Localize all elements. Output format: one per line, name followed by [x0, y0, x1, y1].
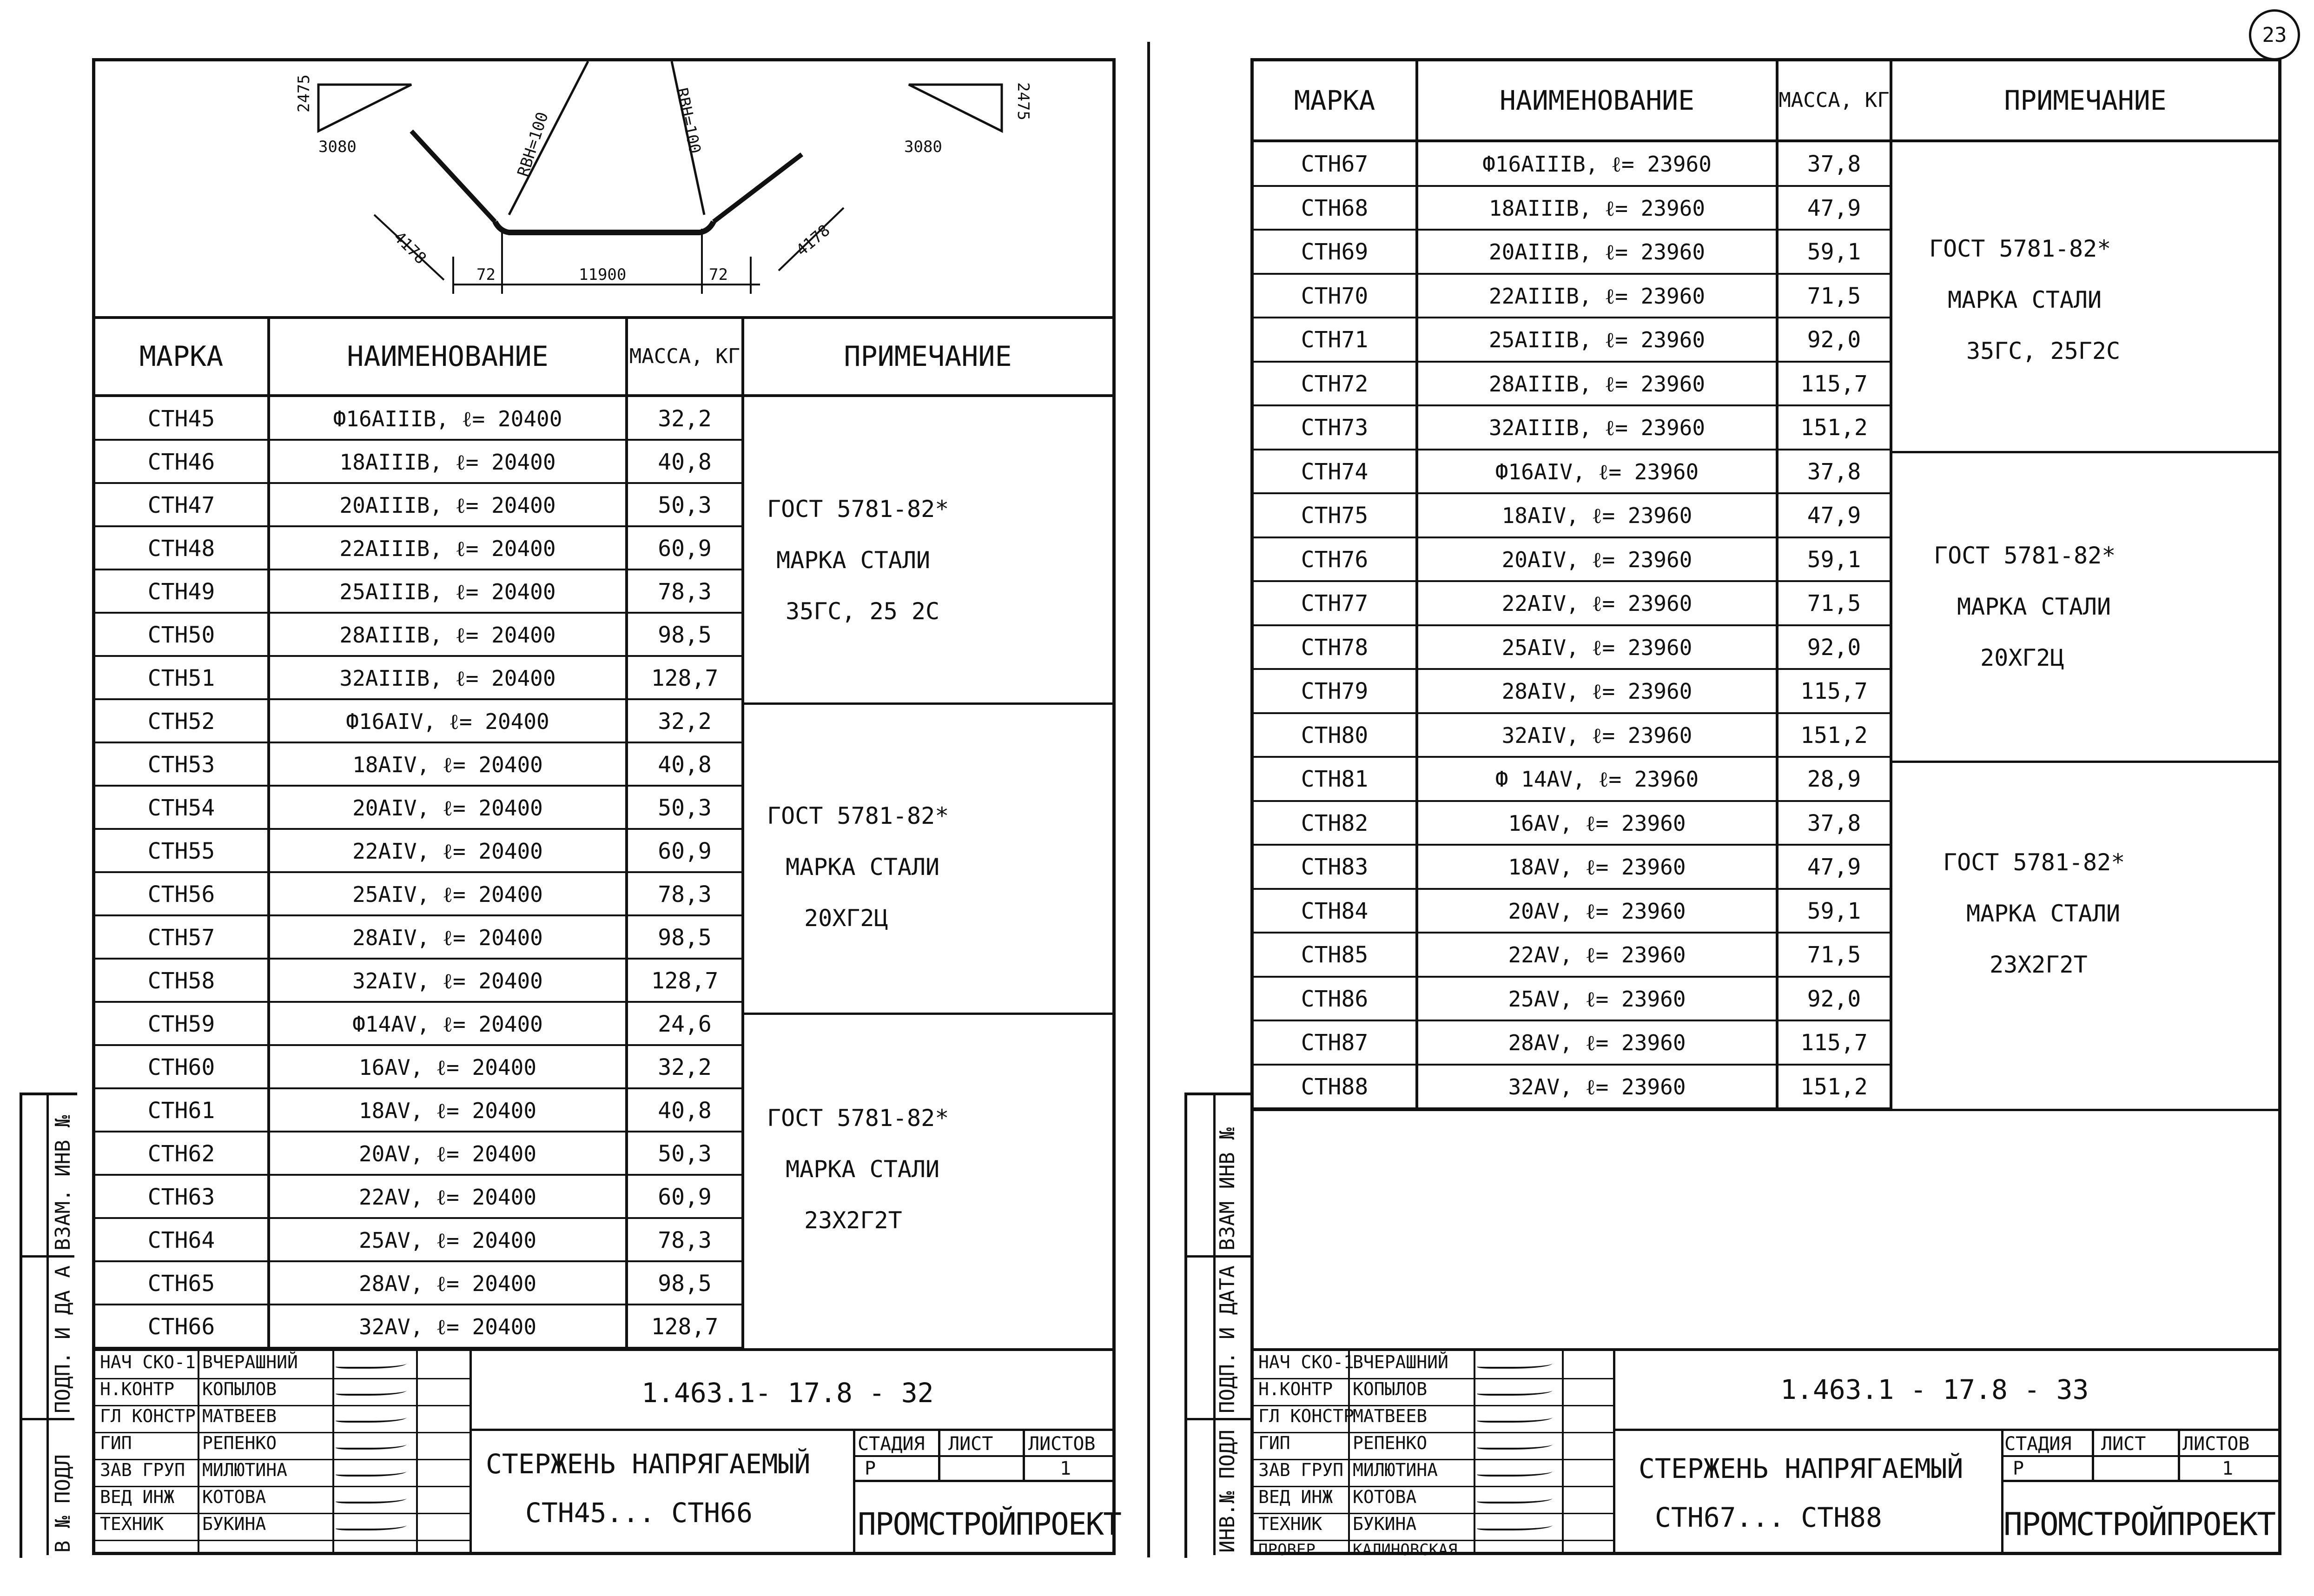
dim-4178-right: 4178	[793, 221, 834, 260]
right-row-name: 16АV, ℓ= 23960	[1508, 810, 1686, 836]
right-row-mass: 115,7	[1800, 1030, 1868, 1056]
right-stamp-role: ЗАВ ГРУП	[1258, 1460, 1344, 1480]
left-note-2-gost: ГОСТ 5781-82*	[767, 802, 949, 829]
left-row-mass: 40,8	[658, 751, 712, 778]
right-stage: Р	[2013, 1458, 2024, 1479]
right-note-3-steel: 23Х2Г2Т	[1990, 951, 2088, 978]
left-stamp-role: ЗАВ ГРУП	[100, 1460, 185, 1480]
left-row-name: 32АIIIВ, ℓ= 20400	[339, 665, 556, 691]
left-row-mass: 60,9	[658, 535, 712, 562]
right-row-mark: СТН86	[1301, 986, 1369, 1012]
right-row-mark: СТН67	[1301, 151, 1369, 178]
left-header-name: НАИМЕНОВАНИЕ	[347, 340, 549, 373]
left-stamp-name: БУКИНА	[202, 1514, 266, 1534]
right-row-mass: 92,0	[1807, 986, 1861, 1012]
right-stamp-h-stage	[2001, 1455, 2281, 1457]
page-number: 23	[2262, 23, 2287, 47]
left-row-mass: 60,9	[658, 838, 712, 864]
right-row-mark: СТН77	[1301, 590, 1369, 617]
left-row-mass: 32,2	[658, 708, 712, 735]
left-row-mark: СТН45	[147, 405, 215, 432]
left-row-name: 25АV, ℓ= 20400	[358, 1227, 537, 1253]
right-row-mass: 71,5	[1807, 590, 1861, 617]
dim-4178-left: 4178	[390, 228, 430, 268]
left-row-mark: СТН46	[147, 449, 215, 475]
left-note-1-label: МАРКА СТАЛИ	[776, 547, 931, 574]
right-row-mark: СТН87	[1301, 1030, 1369, 1056]
right-row-name: 22АIIIВ, ℓ= 23960	[1488, 283, 1706, 309]
right-stamp-v4	[1613, 1348, 1615, 1555]
right-row-mass: 59,1	[1807, 239, 1861, 265]
left-stamp-name: КОТОВА	[202, 1487, 266, 1507]
left-sheets-label: ЛИСТОВ	[1028, 1433, 1096, 1455]
dim-72-left-b: 72	[709, 265, 728, 284]
right-row-mark: СТН78	[1301, 634, 1369, 661]
left-note-3	[767, 1093, 1046, 1246]
left-row-mark: СТН49	[147, 578, 215, 605]
dim-3080-left: 3080	[318, 138, 357, 156]
right-org: ПРОМСТРОЙПРОЕКТ	[2003, 1506, 2275, 1543]
left-stage-label: СТАДИЯ	[858, 1433, 925, 1455]
right-sheets-label: ЛИСТОВ	[2182, 1433, 2250, 1455]
left-sidebar-sign: ПОДП. И ДА А	[51, 1265, 75, 1413]
left-org: ПРОМСТРОЙПРОЕКТ	[858, 1506, 1121, 1542]
dim-11900-left: 11900	[579, 265, 627, 284]
left-row-mass: 128,7	[651, 1313, 719, 1340]
right-row-name: 25АIIIВ, ℓ= 23960	[1488, 327, 1706, 353]
right-row-name: 18АIIIВ, ℓ= 23960	[1488, 195, 1706, 221]
left-row-name: 22АIV, ℓ= 20400	[352, 838, 543, 864]
left-row-mark: СТН58	[147, 967, 215, 994]
right-stamp-row-line	[1254, 1432, 1613, 1433]
right-row-mass: 71,5	[1807, 942, 1861, 968]
right-row-mass: 151,2	[1800, 722, 1868, 748]
left-row-mark: СТН51	[147, 665, 215, 691]
fold-line	[1147, 42, 1150, 1557]
right-stamp-name: БУКИНА	[1353, 1514, 1417, 1534]
right-sidebar-h2	[1184, 1418, 1250, 1420]
left-row-mass: 98,5	[658, 1270, 712, 1297]
left-stamp-name: КОПЫЛОВ	[202, 1379, 277, 1399]
left-row-name: 22АIIIВ, ℓ= 20400	[339, 536, 556, 561]
right-row-mass: 28,9	[1807, 766, 1861, 793]
left-row-mark: СТН65	[147, 1270, 215, 1297]
right-row-name: 28АIIIВ, ℓ= 23960	[1488, 371, 1706, 397]
left-row-mark: СТН60	[147, 1054, 215, 1080]
right-note-2-gost: ГОСТ 5781-82*	[1934, 542, 2116, 569]
left-row-mass: 60,9	[658, 1184, 712, 1210]
left-sheet-label: ЛИСТ	[948, 1433, 993, 1455]
left-row-mass: 50,3	[658, 1140, 712, 1167]
left-note-sep-1	[741, 702, 1116, 705]
right-note-3-label: МАРКА СТАЛИ	[1966, 900, 2121, 927]
right-note-1-label: МАРКА СТАЛИ	[1948, 286, 2102, 313]
left-row-mark: СТН56	[147, 881, 215, 907]
right-note-3	[1943, 837, 2222, 990]
right-header-note: ПРИМЕЧАНИЕ	[2004, 85, 2167, 116]
right-row-name: 32АV, ℓ= 23960	[1508, 1074, 1686, 1099]
right-row-mass: 37,8	[1807, 458, 1861, 485]
left-doc-code: 1.463.1- 17.8 - 32	[641, 1377, 934, 1409]
left-row-mark: СТН52	[147, 708, 215, 735]
left-stamp-row-line	[95, 1432, 469, 1433]
left-note-sep-2	[741, 1013, 1116, 1015]
right-row-mass: 151,2	[1800, 415, 1868, 441]
right-stage-label: СТАДИЯ	[2004, 1433, 2072, 1455]
right-row-mark: СТН75	[1301, 503, 1369, 529]
right-row-name: 28АV, ℓ= 23960	[1508, 1030, 1686, 1056]
left-row-mass: 98,5	[658, 924, 712, 951]
right-row-name: 22АV, ℓ= 23960	[1508, 942, 1686, 968]
left-stamp-row-line	[95, 1540, 469, 1541]
right-row-mass: 92,0	[1807, 634, 1861, 661]
right-table-end	[1250, 1109, 2281, 1111]
right-stamp-role: ГИП	[1258, 1433, 1290, 1453]
left-row-name: 28АIIIВ, ℓ= 20400	[339, 622, 556, 648]
right-row-mark: СТН79	[1301, 678, 1369, 705]
left-row-mass: 78,3	[658, 578, 712, 605]
right-sheets: 1	[2222, 1458, 2234, 1479]
left-row-name: 32АV, ℓ= 20400	[358, 1314, 537, 1339]
right-stamp-v6	[2092, 1429, 2094, 1480]
right-row-name: Ф16АIV, ℓ= 23960	[1495, 459, 1699, 484]
bar-bend-diagram	[95, 61, 1112, 316]
left-row-name: 18АV, ℓ= 20400	[358, 1098, 537, 1123]
right-stamp-name: МИЛЮТИНА	[1353, 1460, 1438, 1480]
left-note-2-steel: 20ХГ2Ц	[804, 905, 888, 932]
right-note-sep-1	[1890, 451, 2281, 453]
left-sheets: 1	[1060, 1458, 1071, 1479]
left-row-name: Ф16АIIIВ, ℓ= 20400	[333, 406, 562, 431]
right-stamp-role-extra: ПРОВЕР	[1258, 1541, 1316, 1559]
left-stamp-name: МАТВЕЕВ	[202, 1406, 277, 1426]
left-title-1: СТЕРЖЕНЬ НАПРЯГАЕМЫЙ	[486, 1448, 811, 1480]
left-row-mark: СТН53	[147, 751, 215, 778]
right-stamp-role: ТЕХНИК	[1258, 1514, 1322, 1534]
right-row-name: Ф16АIIIВ, ℓ= 23960	[1482, 152, 1712, 177]
right-note-2	[1934, 530, 2213, 683]
right-row-mark: СТН76	[1301, 546, 1369, 573]
right-row-mass: 59,1	[1807, 898, 1861, 924]
right-row-mass: 59,1	[1807, 546, 1861, 573]
left-row-name: 20АV, ℓ= 20400	[358, 1141, 537, 1166]
right-stamp-name: ВЧЕРАШНИЙ	[1353, 1352, 1448, 1372]
right-note-2-steel: 20ХГ2Ц	[1980, 644, 2064, 671]
left-stamp-v6	[938, 1429, 940, 1480]
right-sidebar-orig: ИНВ.№ ПОДЛ	[1216, 1430, 1239, 1553]
right-row-mass: 71,5	[1807, 283, 1861, 309]
right-stamp-role: ГЛ КОНСТР	[1258, 1406, 1354, 1426]
right-row-mark: СТН72	[1301, 371, 1369, 397]
left-title-2: СТН45... СТН66	[525, 1497, 753, 1529]
left-row-name: 25АIV, ℓ= 20400	[352, 881, 543, 907]
left-stamp-v7	[1023, 1429, 1025, 1480]
right-row-mass: 115,7	[1800, 678, 1868, 705]
left-row-mark: СТН66	[147, 1313, 215, 1340]
left-note-1-steel: 35ГС, 25 2С	[786, 598, 940, 625]
right-note-1	[1929, 223, 2208, 377]
left-row-mark: СТН54	[147, 795, 215, 821]
left-note-3-steel: 23Х2Г2Т	[804, 1207, 902, 1234]
right-row-mass: 92,0	[1807, 327, 1861, 353]
right-row-mark: СТН71	[1301, 327, 1369, 353]
left-stamp-name: МИЛЮТИНА	[202, 1460, 288, 1480]
right-header-name: НАИМЕНОВАНИЕ	[1499, 85, 1695, 116]
right-stamp-name: РЕПЕНКО	[1353, 1433, 1428, 1453]
right-row-mark: СТН84	[1301, 898, 1369, 924]
left-col-3	[741, 316, 744, 1348]
right-row-mark: СТН81	[1301, 766, 1369, 793]
left-note-3-gost: ГОСТ 5781-82*	[767, 1105, 949, 1132]
right-note-3-gost: ГОСТ 5781-82*	[1943, 849, 2125, 876]
left-row-mark: СТН61	[147, 1097, 215, 1124]
left-stamp-role: ГЛ КОНСТР	[100, 1406, 196, 1426]
right-row-name: 22АIV, ℓ= 23960	[1501, 591, 1693, 616]
right-title-2: СТН67... СТН88	[1655, 1502, 1882, 1533]
right-header-mass: МАССА, КГ	[1778, 88, 1890, 112]
left-row-name: 20АIIIВ, ℓ= 20400	[339, 492, 556, 518]
right-sheet-label: ЛИСТ	[2101, 1433, 2146, 1455]
left-stamp-h-stage	[853, 1455, 1116, 1457]
left-row-name: 18АIIIВ, ℓ= 20400	[339, 449, 556, 475]
left-row-mass: 32,2	[658, 1054, 712, 1080]
right-stamp-name: КОПЫЛОВ	[1353, 1379, 1428, 1399]
left-stamp-top	[92, 1348, 1116, 1351]
left-row-mass: 128,7	[651, 967, 719, 994]
dim-3080-right: 3080	[904, 138, 942, 156]
right-title-1: СТЕРЖЕНЬ НАПРЯГАЕМЫЙ	[1639, 1453, 1964, 1484]
right-stamp-v7	[2178, 1429, 2180, 1480]
dim-rvn-right: RВН=100	[672, 86, 705, 156]
right-stamp-top	[1250, 1348, 2281, 1351]
right-row-name: 28АIV, ℓ= 23960	[1501, 679, 1693, 704]
left-stamp-name: РЕПЕНКО	[202, 1433, 277, 1453]
left-stamp-role: ВЕД ИНЖ	[100, 1487, 175, 1507]
right-row-mark: СТН88	[1301, 1073, 1369, 1100]
right-row-mark: СТН85	[1301, 942, 1369, 968]
left-row-name: 28АV, ℓ= 20400	[358, 1271, 537, 1296]
dim-2475-left: 2475	[295, 74, 313, 113]
left-sidebar-h1	[20, 1255, 74, 1258]
right-row-name: 20АV, ℓ= 23960	[1508, 898, 1686, 924]
right-row-name: 32АIV, ℓ= 23960	[1501, 722, 1693, 748]
right-stamp-role: Н.КОНТР	[1258, 1379, 1333, 1399]
left-row-mass: 40,8	[658, 1097, 712, 1124]
left-row-name: 32АIV, ℓ= 20400	[352, 968, 543, 993]
left-row-mark: СТН48	[147, 535, 215, 562]
right-row-name: 20АIV, ℓ= 23960	[1501, 547, 1693, 572]
left-row-name: 20АIV, ℓ= 20400	[352, 795, 543, 821]
left-stamp-role: НАЧ СКО-1	[100, 1352, 196, 1372]
right-note-1-steel: 35ГС, 25Г2С	[1966, 338, 2121, 364]
left-note-1	[767, 483, 999, 637]
right-stamp-mid	[1613, 1429, 2281, 1431]
left-note-2	[767, 790, 1046, 944]
left-row-name: 16АV, ℓ= 20400	[358, 1054, 537, 1080]
left-row-mass: 128,7	[651, 665, 719, 691]
right-col-3	[1890, 58, 1892, 1109]
left-sidebar-orig: В № ПОДЛ	[51, 1454, 75, 1553]
right-row-mark: СТН82	[1301, 810, 1369, 836]
right-note-2-label: МАРКА СТАЛИ	[1957, 593, 2111, 620]
right-row-name: 18АV, ℓ= 23960	[1508, 854, 1686, 880]
left-stamp-role: ГИП	[100, 1433, 132, 1453]
left-note-1-gost: ГОСТ 5781-82*	[767, 496, 949, 523]
right-row-mark: СТН80	[1301, 722, 1369, 748]
left-row-name: Ф14АV, ℓ= 20400	[352, 1011, 543, 1037]
left-row-mark: СТН57	[147, 924, 215, 951]
left-row-mark: СТН63	[147, 1184, 215, 1210]
left-row-mark: СТН64	[147, 1227, 215, 1253]
left-stamp-role: ТЕХНИК	[100, 1514, 164, 1534]
right-sidebar-h1	[1184, 1255, 1250, 1258]
left-header-note: ПРИМЕЧАНИЕ	[844, 340, 1012, 373]
left-row-mass: 98,5	[658, 622, 712, 648]
left-row-name: 18АIV, ℓ= 20400	[352, 752, 543, 777]
right-stamp-h-org	[2001, 1480, 2281, 1482]
left-row-mark: СТН47	[147, 492, 215, 518]
left-note-2-label: МАРКА СТАЛИ	[786, 854, 940, 881]
left-stamp-v4	[469, 1348, 472, 1555]
left-row-mark: СТН50	[147, 622, 215, 648]
left-row-mass: 50,3	[658, 492, 712, 518]
right-stamp-role: НАЧ СКО-1	[1258, 1352, 1354, 1372]
right-note-sep-2	[1890, 761, 2281, 763]
right-doc-code: 1.463.1 - 17.8 - 33	[1780, 1374, 2089, 1405]
left-row-mass: 78,3	[658, 1227, 712, 1253]
left-row-name: Ф16АIV, ℓ= 20400	[346, 709, 549, 734]
right-row-name: 18АIV, ℓ= 23960	[1501, 503, 1693, 529]
right-row-mass: 47,9	[1807, 854, 1861, 881]
left-row-mark: СТН55	[147, 838, 215, 864]
right-row-name: 25АV, ℓ= 23960	[1508, 986, 1686, 1012]
left-row-mark: СТН59	[147, 1011, 215, 1037]
left-stage: Р	[865, 1458, 876, 1479]
right-row-mass: 115,7	[1800, 371, 1868, 397]
right-row-mass: 151,2	[1800, 1073, 1868, 1100]
right-sidebar-sign: ПОДП. И ДАТА	[1216, 1265, 1239, 1413]
dim-72-left: 72	[476, 265, 496, 284]
right-row-mass: 37,8	[1807, 810, 1861, 836]
right-header-mark: МАРКА	[1294, 85, 1375, 116]
left-stamp-mid	[469, 1429, 1116, 1431]
right-row-mark: СТН73	[1301, 415, 1369, 441]
right-stamp-name: КОТОВА	[1353, 1487, 1417, 1507]
right-row-name: Ф 14АV, ℓ= 23960	[1495, 767, 1699, 792]
left-sidebar-v	[46, 1093, 49, 1555]
left-row-mark: СТН62	[147, 1140, 215, 1167]
left-row-mass: 50,3	[658, 795, 712, 821]
right-row-mark: СТН70	[1301, 283, 1369, 309]
page-number-circle	[2249, 9, 2300, 60]
left-row-mass: 40,8	[658, 449, 712, 475]
left-stamp-role: Н.КОНТР	[100, 1379, 175, 1399]
right-row-name: 20АIIIВ, ℓ= 23960	[1488, 239, 1706, 265]
left-row-mass: 32,2	[658, 405, 712, 432]
dim-2475-right: 2475	[1014, 82, 1032, 120]
dim-rvn-left: RВН=100	[514, 110, 552, 179]
right-row-mark: СТН74	[1301, 458, 1369, 485]
left-note-3-label: МАРКА СТАЛИ	[786, 1156, 940, 1183]
left-sidebar-h2	[20, 1418, 74, 1420]
right-row-mass: 47,9	[1807, 195, 1861, 221]
left-row-name: 22АV, ℓ= 20400	[358, 1184, 537, 1210]
right-sidebar-inv: ВЗАМ ИНВ №	[1216, 1127, 1239, 1251]
left-row-mass: 78,3	[658, 881, 712, 907]
left-sidebar-inv: ВЗАМ. ИНВ №	[51, 1115, 75, 1251]
right-stamp-role: ВЕД ИНЖ	[1258, 1487, 1333, 1507]
left-row-name: 28АIV, ℓ= 20400	[352, 925, 543, 950]
left-header-mark: МАРКА	[139, 340, 224, 373]
right-row-mark: СТН68	[1301, 195, 1369, 221]
left-row-name: 25АIIIВ, ℓ= 20400	[339, 579, 556, 604]
right-row-mark: СТН83	[1301, 854, 1369, 881]
right-row-mass: 47,9	[1807, 503, 1861, 529]
left-row-mass: 24,6	[658, 1011, 712, 1037]
right-note-1-gost: ГОСТ 5781-82*	[1929, 235, 2111, 262]
right-row-name: 32АIIIВ, ℓ= 23960	[1488, 415, 1706, 441]
left-stamp-name: ВЧЕРАШНИЙ	[202, 1352, 298, 1372]
left-stamp-h-org	[853, 1480, 1116, 1482]
right-row-mass: 37,8	[1807, 151, 1861, 178]
right-row-mark: СТН69	[1301, 239, 1369, 265]
left-stamp-v5	[853, 1429, 855, 1555]
right-row-name: 25АIV, ℓ= 23960	[1501, 635, 1693, 660]
right-stamp-name-extra: КАЛИНОВСКАЯ	[1353, 1541, 1458, 1559]
left-header-mass: МАССА, КГ	[629, 344, 740, 368]
right-stamp-name: МАТВЕЕВ	[1353, 1406, 1428, 1426]
